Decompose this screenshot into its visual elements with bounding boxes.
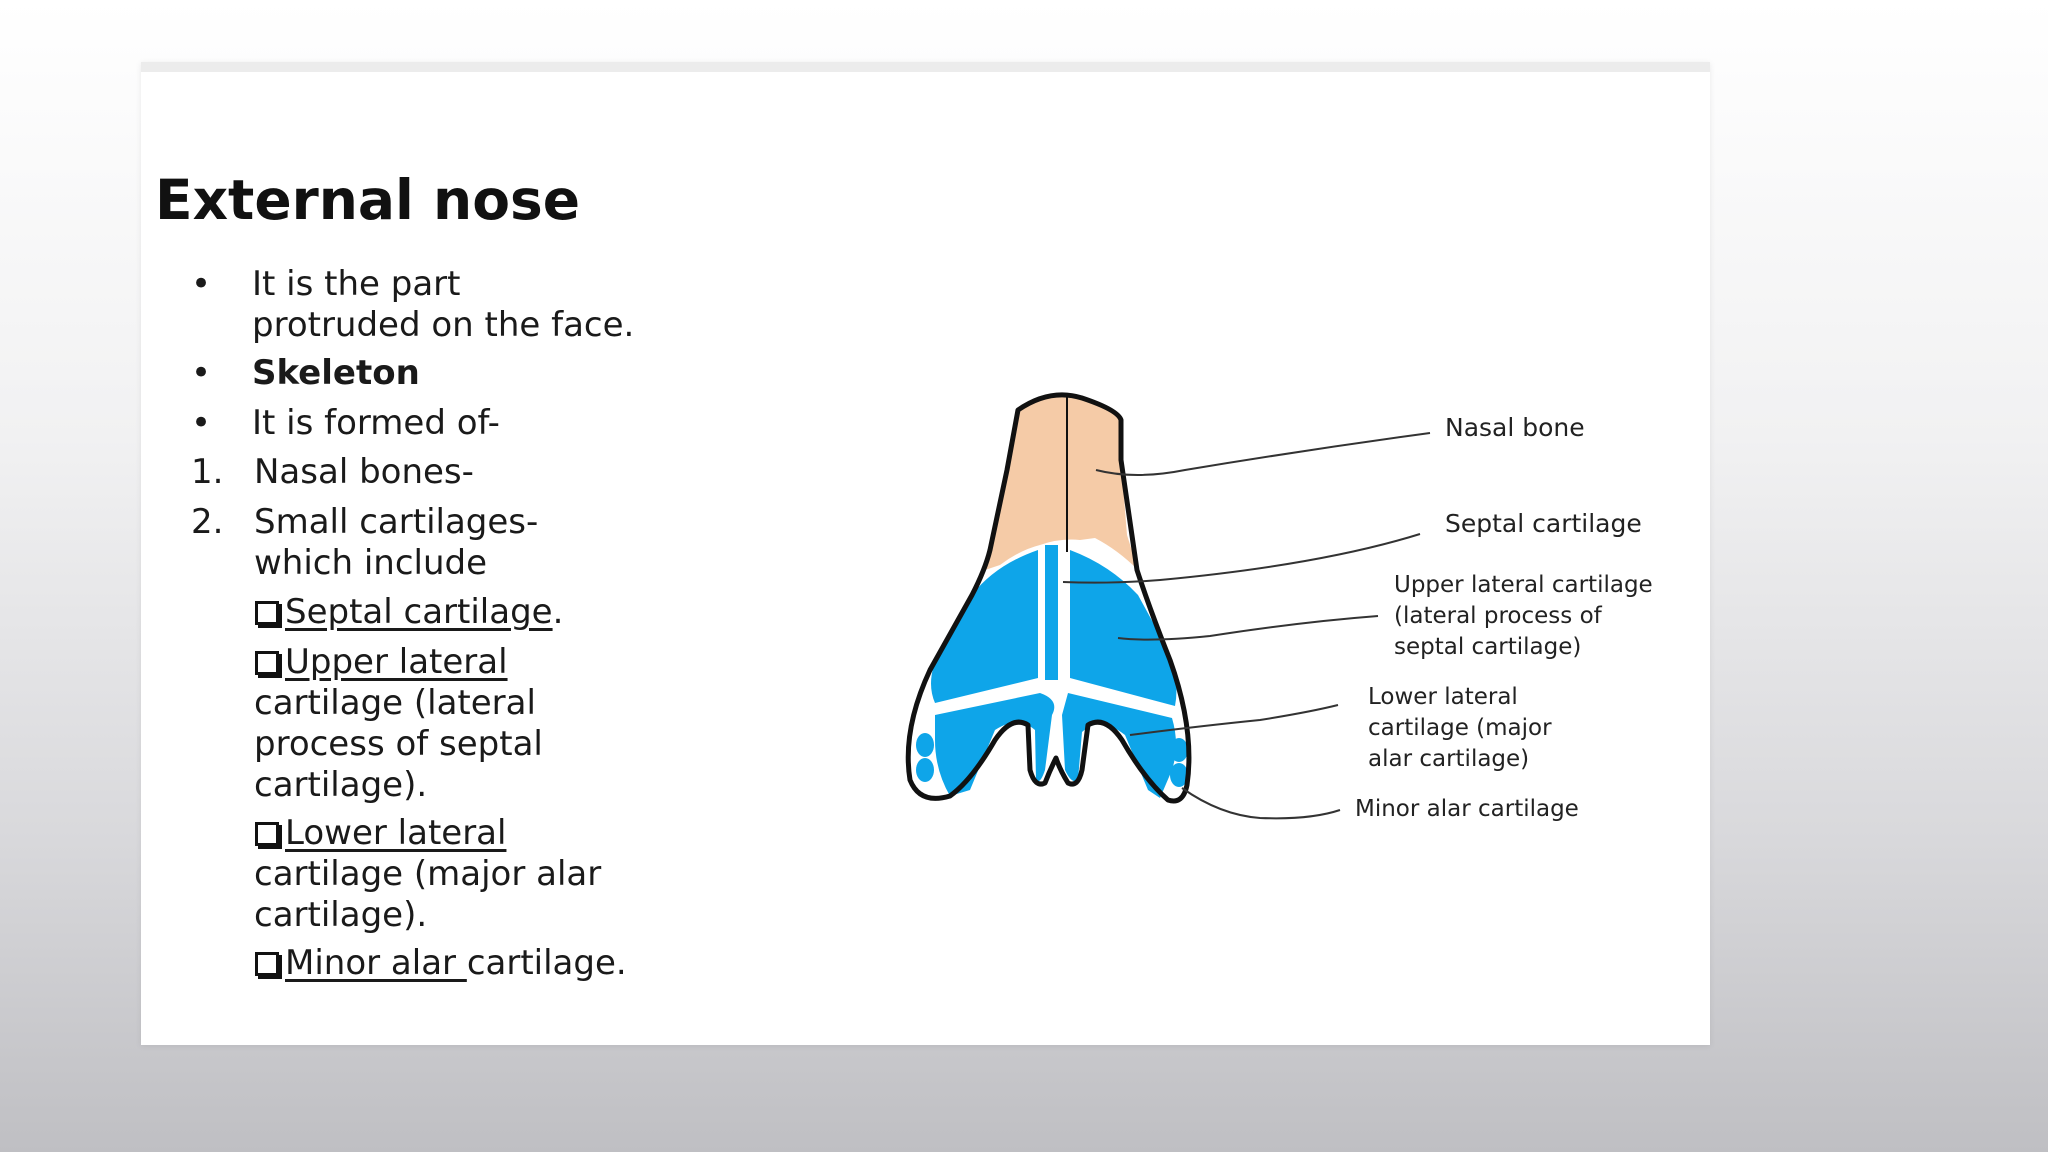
upper-lateral-right-shape: [1070, 550, 1176, 706]
list-item-text: which include: [254, 543, 488, 583]
minor-alar-right-1: [1170, 738, 1188, 762]
leader-minor-alar: [1182, 788, 1340, 818]
label-upper-lateral: [1394, 570, 1653, 663]
label-septal-cartilage: Septal cartilage: [1445, 509, 1642, 538]
list-number: 1.: [191, 452, 224, 492]
minor-alar-left-1: [916, 733, 934, 757]
label-line: Lower lateral: [1368, 684, 1518, 710]
label-line: septal cartilage): [1394, 634, 1582, 660]
subitem-text: cartilage).: [254, 895, 428, 935]
septal-cartilage-shape: [1045, 545, 1058, 680]
label-minor-alar: Minor alar cartilage: [1355, 796, 1579, 822]
bullet-marker: •: [191, 264, 212, 304]
subitem-link[interactable]: Minor alar: [285, 943, 467, 983]
label-lower-lateral: [1368, 682, 1552, 775]
subitem-link[interactable]: Lower lateral: [285, 813, 507, 853]
subitem-text: cartilage (major alar: [254, 854, 602, 894]
leader-nasal-bone: [1096, 433, 1430, 475]
slide: [141, 62, 1710, 1045]
label-line: Upper lateral cartilage: [1394, 572, 1653, 598]
subitem-tail: cartilage.: [466, 943, 627, 983]
label-line: alar cartilage): [1368, 746, 1530, 772]
bullet-text: protruded on the face.: [252, 305, 635, 345]
label-line: cartilage (major: [1368, 715, 1552, 741]
label-line: (lateral process of: [1394, 603, 1602, 629]
bullet-marker: •: [191, 353, 212, 393]
subitem-tail: .: [552, 592, 564, 632]
nasal-bone-shape: [985, 395, 1138, 570]
bullet-text: It is the part: [252, 264, 461, 304]
subitem-text: cartilage (lateral: [254, 683, 536, 723]
slide-title: External nose: [155, 168, 581, 232]
subitem-text: process of septal: [254, 724, 543, 764]
bullet-marker: •: [191, 403, 212, 443]
bullet-text: It is formed of-: [252, 403, 500, 443]
subitem-link[interactable]: Upper lateral: [285, 642, 508, 682]
bullet-text-skeleton: Skeleton: [252, 353, 420, 393]
label-nasal-bone: Nasal bone: [1445, 413, 1585, 442]
minor-alar-left-2: [916, 758, 934, 782]
list-number: 2.: [191, 502, 224, 542]
nose-skeleton-diagram: [141, 72, 1710, 1055]
subitem-link[interactable]: Septal cartilage: [285, 592, 553, 632]
list-item-text: Nasal bones-: [254, 452, 474, 492]
subitem-text: cartilage).: [254, 765, 428, 805]
list-item-text: Small cartilages-: [254, 502, 539, 542]
